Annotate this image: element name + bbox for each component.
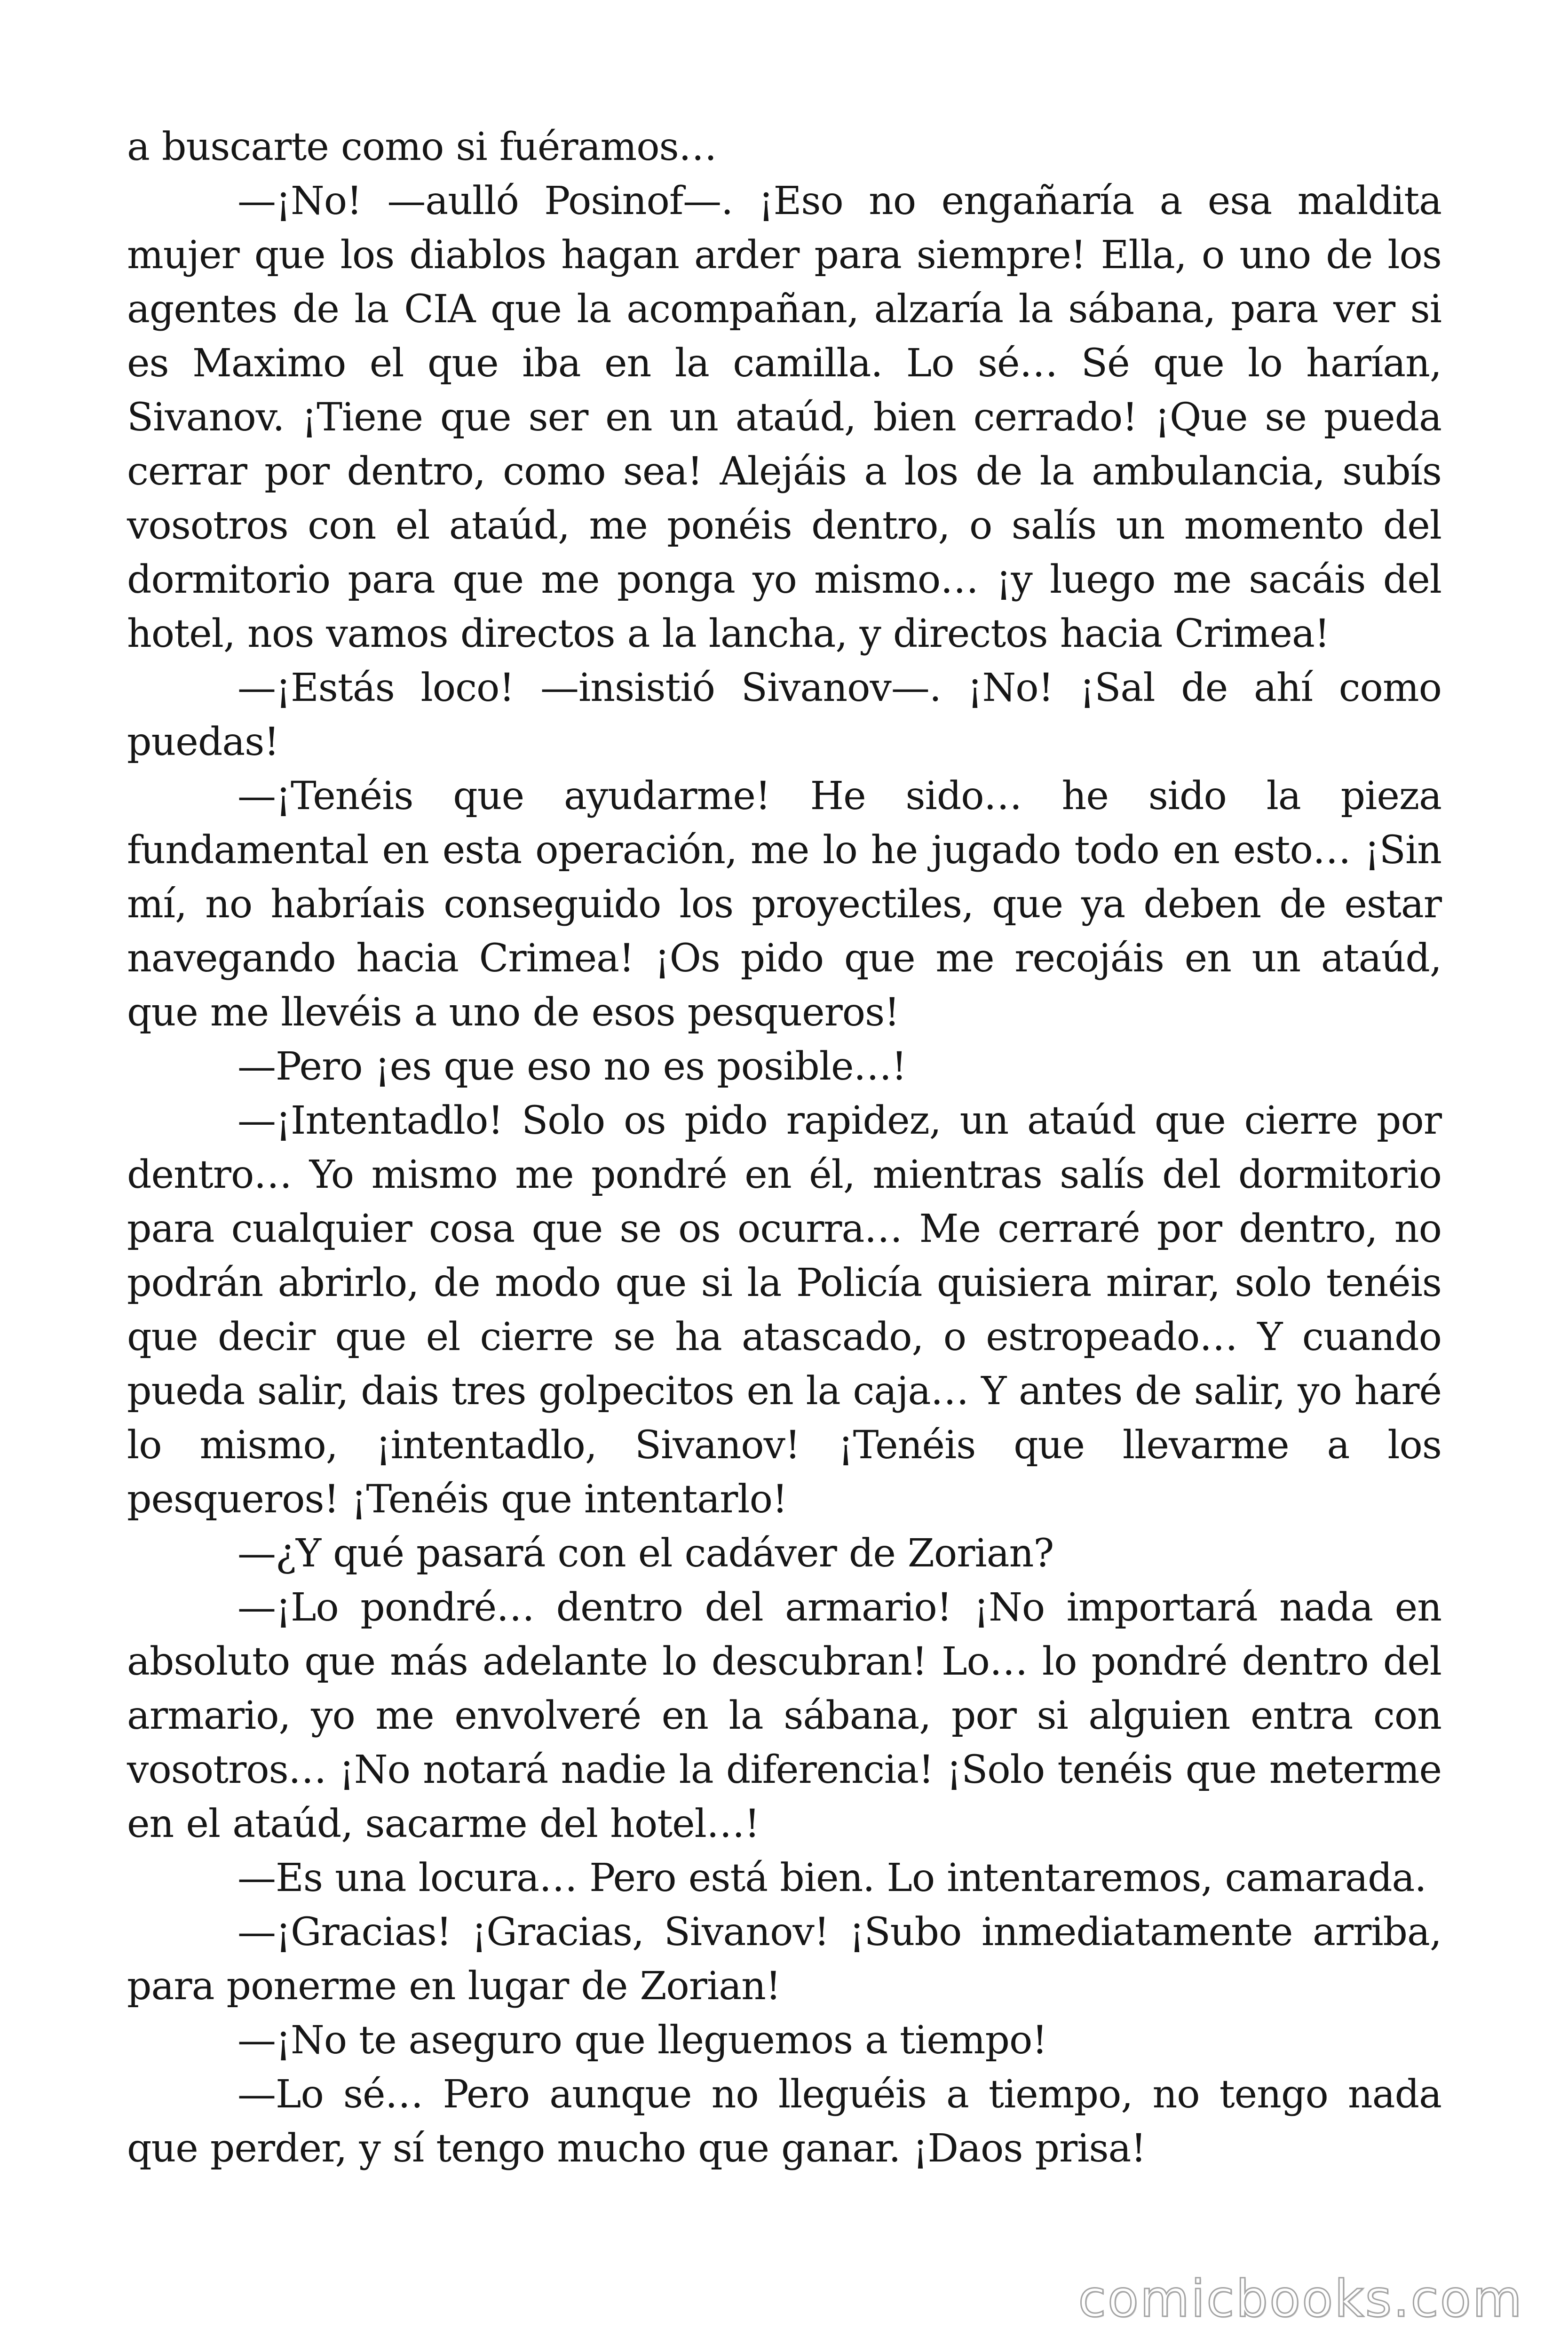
paragraph-4: —¡Tenéis que ayudarme! He sido… he sido la pieza fundamental en esta operación, me lo he jugado todo en esto… ¡Sin mí, no habríais conseguido los proyectiles, que ya deben de estar navegando hacia Crimea! ¡Os pido que me recojáis en un ataúd, que me llevéis a uno de esos pesqueros! — [127, 774, 1441, 1035]
paragraph-2: —¡No! —aulló Posinof—. ¡Eso no engañaría a esa maldita mujer que los diablos hagan arder para siempre! Ella, o uno de los agentes de la CIA que la acompañan, alzaría la sábana, para ver si es Maximo el que iba en la camilla. Lo sé… Sé que lo harían, Sivanov. ¡Tiene que ser en un ataúd, bien cerrado! ¡Que se pueda cerrar por dentro, como sea! Alejáis a los de la ambulancia, subís vosotros con el ataúd, me ponéis dentro, o salís un momento del dormitorio para que me ponga yo mismo… ¡y luego me sacáis del hotel, nos vamos directos a la lancha, y directos hacia Crimea! — [127, 179, 1441, 656]
paragraph-1: a buscarte como si fuéramos… — [127, 125, 717, 169]
paragraph-10: —¡Gracias! ¡Gracias, Sivanov! ¡Subo inmediatamente arriba, para ponerme en lugar de Zorian! — [127, 1910, 1441, 2009]
paragraph-12: —Lo sé… Pero aunque no lleguéis a tiempo, no tengo nada que perder, y sí tengo mucho que ganar. ¡Daos prisa! — [127, 2072, 1441, 2171]
page-body-text — [127, 120, 1441, 2176]
paragraph-6: —¡Intentadlo! Solo os pido rapidez, un ataúd que cierre por dentro… Yo mismo me pondré en él, mientras salís del dormitorio para cualquier cosa que se os ocurra… Me cerraré por dentro, no podrán abrirlo, de modo que si la Policía quisiera mirar, solo tenéis que decir que el cierre se ha atascado, o estropeado… Y cuando pueda salir, dais tres golpecitos en la caja… Y antes de salir, yo haré lo mismo, ¡intentadlo, Sivanov! ¡Tenéis que llevarme a los pesqueros! ¡Tenéis que intentarlo! — [127, 1098, 1441, 1522]
paragraph-8: —¡Lo pondré… dentro del armario! ¡No importará nada en absoluto que más adelante lo descubran! Lo… lo pondré dentro del armario, yo me envolveré en la sábana, por si alguien entra con vosotros… ¡No notará nadie la diferencia! ¡Solo tenéis que meterme en el ataúd, sacarme del hotel…! — [127, 1585, 1441, 1846]
watermark-logo: comicbooks.com — [1078, 2270, 1523, 2328]
paragraph-11: —¡No te aseguro que lleguemos a tiempo! — [238, 2018, 1047, 2063]
paragraph-5: —Pero ¡es que eso no es posible…! — [238, 1044, 907, 1089]
paragraph-3: —¡Estás loco! —insistió Sivanov—. ¡No! ¡Sal de ahí como puedas! — [127, 666, 1441, 764]
paragraph-7: —¿Y qué pasará con el cadáver de Zorian? — [238, 1531, 1054, 1576]
paragraph-9: —Es una locura… Pero está bien. Lo intentaremos, camarada. — [238, 1856, 1426, 1900]
